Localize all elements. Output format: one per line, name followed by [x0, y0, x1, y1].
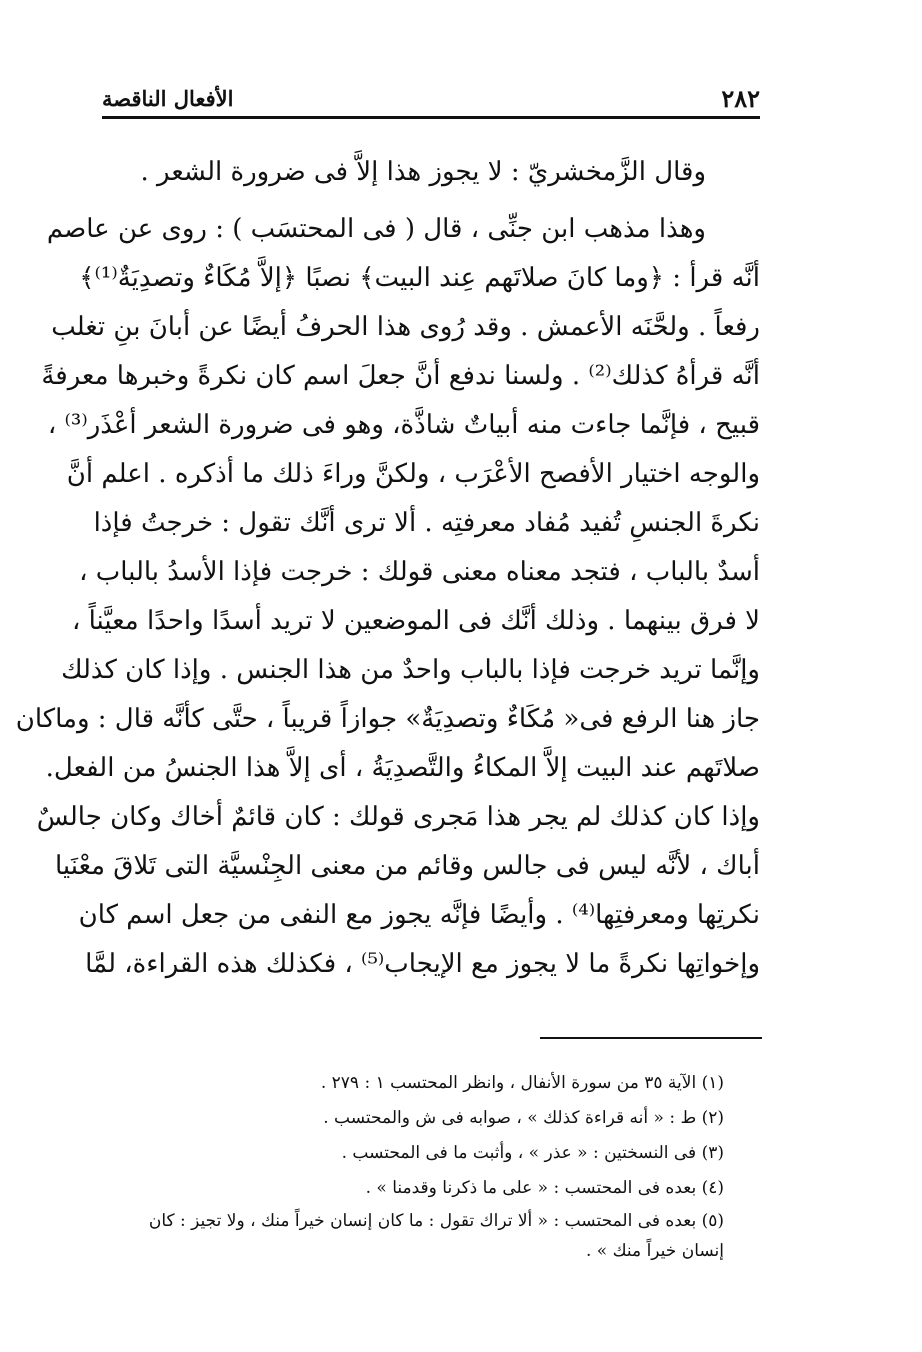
header-rule	[102, 116, 760, 119]
page-number: ٢٨٢	[721, 84, 760, 113]
body-line: وقال الزَّمخشريّ : لا يجوز هذا إلاَّ فى ضرورة الشعر .	[140, 157, 706, 187]
paragraph-gap	[102, 197, 760, 205]
body-line: لا فرق بينهما . وذلك أنَّك فى الموضعين لا تريد أسدًا واحدًا معيَّناً ،	[71, 606, 760, 636]
body-line: نكرتِها ومعرفتِها⁽⁴⁾ . وأيضًا فإنَّه يجوز مع النفى من جعل اسم كان	[78, 900, 760, 930]
body-line: صلاتَهم عند البيت إلاَّ المكاءُ والتَّصدِيَةُ ، أى إلاَّ هذا الجنسُ من الفعل.	[45, 753, 760, 783]
body-line: نكرةَ الجنسِ تُفيد مُفاد معرفتِه . ألا ترى أنَّك تقول : خرجتُ فإذا	[93, 508, 760, 538]
body-line: أباك ، لأنَّه ليس فى جالس وقائم من معنى الجِنْسيَّة التى تَلاقَ معْنَيا	[54, 851, 760, 881]
body-line: وإخواتِها نكرةً ما لا يجوز مع الإيجاب⁽⁵⁾ ، فكذلك هذه القراءة، لمَّا	[85, 949, 760, 979]
body-line: والوجه اختيار الأفصح الأعْرَب ، ولكنَّ وراءَ ذلك ما أذكره . اعلم أنَّ	[66, 459, 760, 489]
body-line: وإنَّما تريد خرجت فإذا بالباب واحدٌ من هذا الجنس . وإذا كان كذلك	[61, 655, 760, 685]
body-text	[15, 148, 760, 989]
footnote-3: (٣) فى النسختين : « عذر » ، وأثبت ما فى المحتسب .	[341, 1143, 724, 1163]
body-line: أنَّه قرأهُ كذلك⁽²⁾ . ولسنا ندفع أنَّ جعلَ اسم كان نكرةً وخبرها معرفةً	[41, 361, 760, 391]
footnote-4: (٤) بعده فى المحتسب : « على ما ذكرنا وقدمنا » .	[365, 1178, 724, 1198]
footnote-1: (١) الآية ٣٥ من سورة الأنفال ، وانظر المحتسب ١ : ٢٧٩ .	[320, 1073, 724, 1093]
body-line: جاز هنا الرفع فى« مُكَاءٌ وتصدِيَةٌ» جوازاً قريباً ، حتَّى كأنَّه قال : وماكان	[15, 704, 760, 734]
footnote-2: (٢) ط : « أنه قراءة كذلك » ، صوابه فى ش والمحتسب .	[323, 1108, 724, 1128]
chapter-title: الأفعال الناقصة	[102, 86, 234, 111]
body-line: رفعاً . ولحَّنَه الأعمش . وقد رُوى هذا الحرفُ أيضًا عن أبانَ بنِ تغلب	[51, 312, 760, 342]
footnotes	[102, 1066, 760, 1266]
running-header	[102, 78, 760, 114]
body-line: وإذا كان كذلك لم يجر هذا مَجرى قولك : كان قائمٌ أخاك وكان جالسٌ	[36, 802, 760, 832]
body-line: قبيح ، فإنَّما جاءت منه أبياتٌ شاذَّة، وهو فى ضرورة الشعر أعْذَر⁽³⁾ ،	[47, 410, 760, 440]
body-line: أنَّه قرأ : ﴿وما كانَ صلاتَهم عِند البيت﴾ نصبًا ﴿إلاَّ مُكَاءٌ وتصدِيَةٌ⁽¹⁾﴾	[79, 263, 760, 293]
body-line: وهذا مذهب ابن جنِّى ، قال ( فى المحتسَب ) : روى عن عاصم	[46, 214, 706, 244]
footnote-rule	[540, 1037, 762, 1039]
footnote-5: (٥) بعده فى المحتسب : « ألا تراك تقول : ما كان إنسان خيراً منك ، ولا تجيز : كان إنسان خيراً منك » .	[148, 1211, 724, 1261]
body-line: أسدٌ بالباب ، فتجد معناه معنى قولك : خرجت فإذا الأسدُ بالباب ،	[79, 557, 760, 587]
